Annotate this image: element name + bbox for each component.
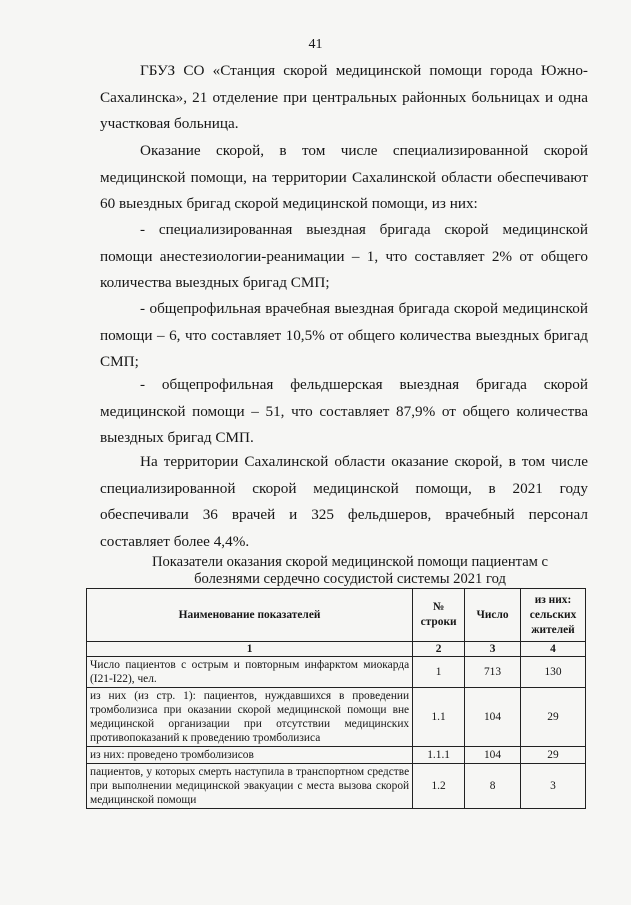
row-rural-cell: 3 (521, 764, 586, 809)
paragraph-3: - специализированная выездная бригада скорой медицинской помощи анестезиологии-реанимации – 1, что составляет 2% от общего количества выездных бригад СМП; (100, 221, 588, 291)
row-rural-cell: 29 (521, 688, 586, 747)
row-count-cell: 104 (465, 747, 521, 764)
row-number-cell: 1 (413, 657, 465, 688)
row-number-cell: 1.1.1 (413, 747, 465, 764)
column-number: 3 (465, 642, 521, 657)
row-rural-cell: 29 (521, 747, 586, 764)
row-rural-cell: 130 (521, 657, 586, 688)
table-row (87, 657, 586, 688)
table-row (87, 764, 586, 809)
row-indicator-name: Число пациентов с острым и повторным инфарктом миокарда (I21-I22), чел. (87, 657, 413, 688)
header-count: Число (465, 589, 521, 642)
paragraph-6: На территории Сахалинской области оказание скорой, в том числе специализированной скорой медицинской помощи, в 2021 году обеспечивали 36 врачей и 325 фельдшеров, врачебный персонал составляет более 4,4%. (100, 453, 588, 550)
table-caption: Показатели оказания скорой медицинской помощи пациентам с болезнями сердечно сосудистой системы 2021 год (151, 554, 549, 587)
row-indicator-name: из них (из стр. 1): пациентов, нуждавшихся в проведении тромболизиса при оказании скорой медицинской помощи вне медицинской организации при отсутствии медицинских противопоказаний к проведению тромболизиса (87, 688, 413, 747)
header-indicator-name: Наименование показателей (87, 589, 413, 642)
column-number: 1 (87, 642, 413, 657)
column-number: 4 (521, 642, 586, 657)
row-number-cell: 1.1 (413, 688, 465, 747)
page-number: 41 (308, 37, 323, 52)
table-row (87, 747, 586, 764)
row-indicator-name: из них: проведено тромболизисов (87, 747, 413, 764)
row-count-cell: 8 (465, 764, 521, 809)
header-rural: из них: сельских жителей (521, 589, 586, 642)
row-count-cell: 713 (465, 657, 521, 688)
row-number-cell: 1.2 (413, 764, 465, 809)
column-number: 2 (413, 642, 465, 657)
column-number-row (87, 642, 586, 657)
table-header-row (87, 589, 586, 642)
paragraph-4: - общепрофильная врачебная выездная бригада скорой медицинской помощи – 6, что составляет 10,5% от общего количества выездных бригад СМП; (100, 300, 588, 370)
row-indicator-name: пациентов, у которых смерть наступила в транспортном средстве при выполнении медицинской эвакуации с места вызова скорой медицинской помощи (87, 764, 413, 809)
paragraph-1: ГБУЗ СО «Станция скорой медицинской помощи города Южно-Сахалинска», 21 отделение при центральных районных больницах и одна участковая больница. (100, 62, 588, 132)
paragraph-2: Оказание скорой, в том числе специализированной скорой медицинской помощи, на территории Сахалинской области обеспечивают 60 выездных бригад скорой медицинской помощи, из них: (100, 142, 588, 212)
indicators-table (86, 588, 586, 809)
table-row (87, 688, 586, 747)
header-row-number: № строки (413, 589, 465, 642)
row-count-cell: 104 (465, 688, 521, 747)
paragraph-5: - общепрофильная фельдшерская выездная бригада скорой медицинской помощи – 51, что составляет 87,9% от общего количества выездных бригад СМП. (100, 376, 588, 446)
